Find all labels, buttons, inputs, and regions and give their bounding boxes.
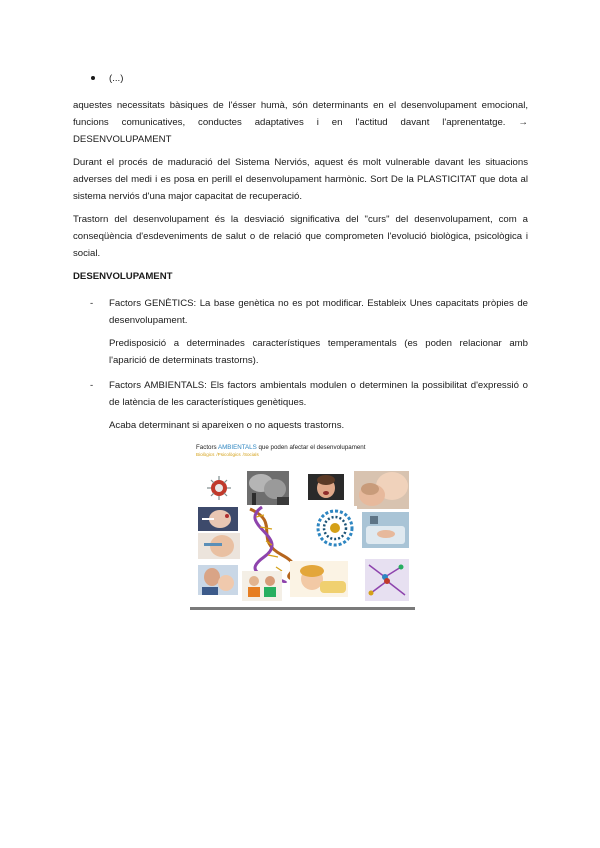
figure-title-accent: AMBIENTALS [218,444,257,451]
list-dash: - [90,380,94,391]
list-dash: - [90,298,94,309]
children-playing-photo [242,571,282,601]
crying-child-photo [308,474,344,500]
paragraph-needs: aquestes necessitats bàsiques de l'ésser humà, són determinants en el desenvolupament emocional, funcions comunicatives, conductes adaptatives i en l'actitud davant l'aprenentatge. → DESENVOLUPAMENT [73,100,528,145]
hospital-incubator-photo [362,512,409,548]
figure-title-pre: Factors [196,444,219,451]
molecular-structure-image [365,559,409,601]
figure-title [196,444,365,452]
sick-child-photo [198,533,240,559]
figure-subtitle-soc: Socials [243,452,259,457]
figure-subtitle: Biològics /Psicològics /Socials [196,452,259,457]
breastfeeding-photo [354,471,409,509]
child-lying-photo [290,561,348,597]
list-item-environmental-extra: Acaba determinant si apareixen o no aquests trastorns. [109,420,345,431]
father-child-photo [198,565,238,595]
figure-title-post: que poden afectar el desenvolupament [256,444,366,451]
baby-smoking-photo [198,507,238,531]
environmental-factors-figure [190,443,415,610]
virus-structure-image [313,506,357,550]
list-item-genetic-extra: Predisposició a determinades característiques temperamentals (es poden relacionar amb l'aparició de determinats trastorns). [109,338,528,366]
figure-subtitle-psy: Psicològics [217,452,241,457]
paragraph-disorder-definition: Trastorn del desenvolupament és la desviació significativa del "curs" del desenvolupament, com a conseqüència d'esdeveniments de salut o de relació que comprometen l'evolució biològica, psicològica i social. [73,214,528,259]
list-item-environmental: Factors AMBIENTALS: Els factors ambientals modulen o determinen la possibilitat d'expressió o de latència de les característiques genètiques. [109,380,528,408]
pollution-photo [247,471,289,505]
virus-photo [198,473,240,503]
figure-subtitle-bio: Biològics [196,452,215,457]
figure-bottom-border [190,607,415,610]
section-heading: DESENVOLUPAMENT [73,271,173,282]
bullet-dot-icon [91,76,95,80]
list-item-genetic: Factors GENÈTICS: La base genètica no es pot modificar. Estableix Unes capacitats pròpies de desenvolupament. [109,298,528,326]
bullet-text: (...) [109,73,124,84]
paragraph-nervous-system: Durant el procés de maduració del Sistema Nerviós, aquest és molt vulnerable davant les situacions adverses del medi i es posa en perill el desenvolupament harmònic. Sort De la PLASTICITAT que dota al sistema nerviós d'una major capacitat de recuperació. [73,157,528,202]
